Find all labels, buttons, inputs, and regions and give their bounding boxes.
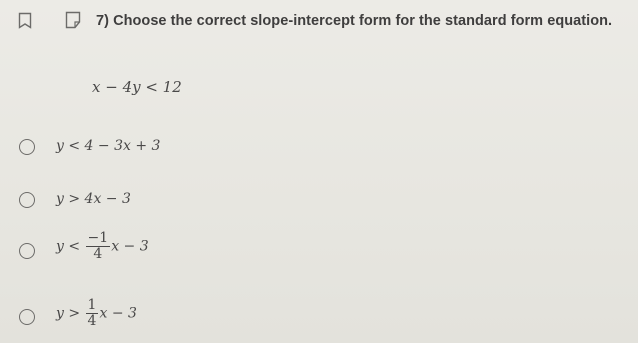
choice-d-rhs: x − 3: [99, 305, 137, 322]
choice-c-text: [56, 231, 149, 262]
choice-a-text: y < 4 − 3x + 3: [56, 138, 161, 154]
choice-d-fraction: [86, 298, 99, 329]
choice-c-numerator: −1: [87, 230, 109, 246]
choice-c-rhs: x − 3: [111, 238, 149, 255]
standard-form-equation: x − 4y < 12: [92, 78, 182, 96]
choice-d-lhs: y >: [56, 305, 81, 322]
choice-c-fraction: [86, 231, 111, 262]
radio-button-a[interactable]: [19, 139, 35, 155]
choice-c-denominator: 4: [93, 246, 103, 262]
choice-d-numerator: 1: [87, 297, 97, 313]
question-text: 7) Choose the correct slope-intercept form for the standard form equation.: [96, 13, 613, 29]
choice-d-text: [56, 298, 137, 329]
radio-button-c[interactable]: [19, 243, 35, 259]
radio-button-d[interactable]: [19, 309, 35, 325]
choice-b-text: y > 4x − 3: [56, 191, 131, 207]
choice-c-lhs: y <: [56, 238, 81, 255]
flag-icon[interactable]: [65, 11, 81, 29]
choice-d-denominator: 4: [87, 313, 97, 329]
radio-button-b[interactable]: [19, 192, 35, 208]
bookmark-icon[interactable]: [18, 12, 32, 29]
